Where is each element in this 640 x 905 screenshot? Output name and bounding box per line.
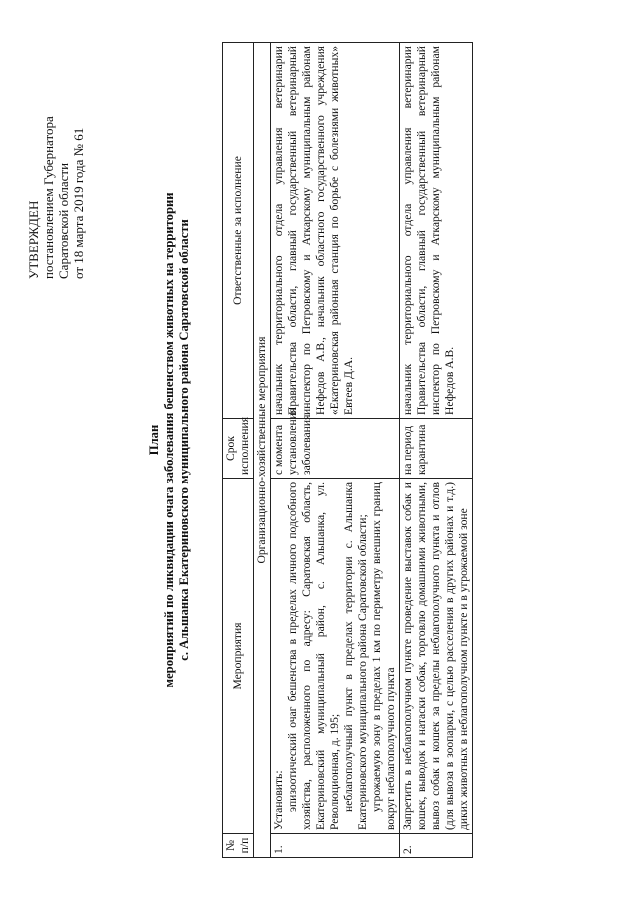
section-row	[254, 43, 271, 858]
table-header-row	[223, 43, 254, 858]
header-number: № п/п	[223, 834, 254, 858]
table-row	[400, 43, 473, 858]
row-responsible: начальник территориального отдела управления ветеринарии Правительства области, главный государственный ветеринарный инспектор по Петровскому и Аткарскому муниципальным районам Нефедов А.В., начальник областного государственного учреждения «Екатериновская районная станция по борьбе с болезнями животных» Евтеев Д.А.	[271, 43, 400, 419]
approval-date: от 18 марта 2019 года № 61	[71, 127, 86, 279]
row-number: 1.	[271, 834, 400, 858]
heading-line: мероприятий по ликвидации очага заболевания бешенством животных на территории	[162, 192, 176, 688]
measure-paragraph: Установить:	[272, 770, 285, 830]
table-row	[271, 43, 400, 858]
measure-paragraph: Запретить в неблагополучном пункте проведение выставок собак и кошек, выводок и натаски собак, торговлю домашними животными, вывоз собак и кошек за пределы неблагополучного пункта и отлов (для вывоза в зоопарки, с целью расселения в других районах и т.д.) диких животных в неблагополучном пункте и в угрожаемой зоне	[401, 482, 470, 830]
measure-paragraph: эпизоотический очаг бешенства в пределах личного подсобного хозяйства, расположенного по адресу: Саратовская область, Екатериновский муниципальный район, с. Альшанка, ул. Революционная, д. 195;	[286, 482, 341, 830]
approval-block	[26, 116, 86, 279]
row-responsible: начальник территориального отдела управления ветеринарии Правительства области, главный государственный ветеринарный инспектор по Петровскому и Аткарскому муниципальным районам Нефедов А.В.	[400, 43, 473, 419]
row-number: 2.	[400, 834, 473, 858]
measure-paragraph: неблагополучный пункт в пределах территории с. Альшанка Екатериновского муниципального района Саратовской области;	[342, 482, 369, 830]
approval-line: Саратовской области	[56, 162, 71, 279]
row-term: с момента установления заболевания	[271, 419, 400, 479]
header-responsible: Ответственные за исполнение	[223, 43, 254, 419]
approval-title: УТВЕРЖДЕН	[26, 200, 41, 279]
row-measures	[400, 479, 473, 834]
heading-line: с. Альшанка Екатериновского муниципального района Саратовской области	[177, 219, 191, 661]
row-measures	[271, 479, 400, 834]
measure-paragraph: угрожаемую зону в пределах 1 км по периметру внешних границ вокруг неблагополучного пункта	[370, 482, 397, 830]
header-term: Срок исполнения	[223, 419, 254, 479]
row-term: на период карантина	[400, 419, 473, 479]
section-title: Организационно-хозяйственные мероприятия	[254, 43, 271, 858]
header-measures: Мероприятия	[223, 479, 254, 834]
approval-line: постановлением Губернатора	[41, 116, 56, 279]
measures-table	[222, 42, 473, 858]
heading-title: План	[147, 424, 161, 456]
document-heading	[147, 55, 192, 825]
